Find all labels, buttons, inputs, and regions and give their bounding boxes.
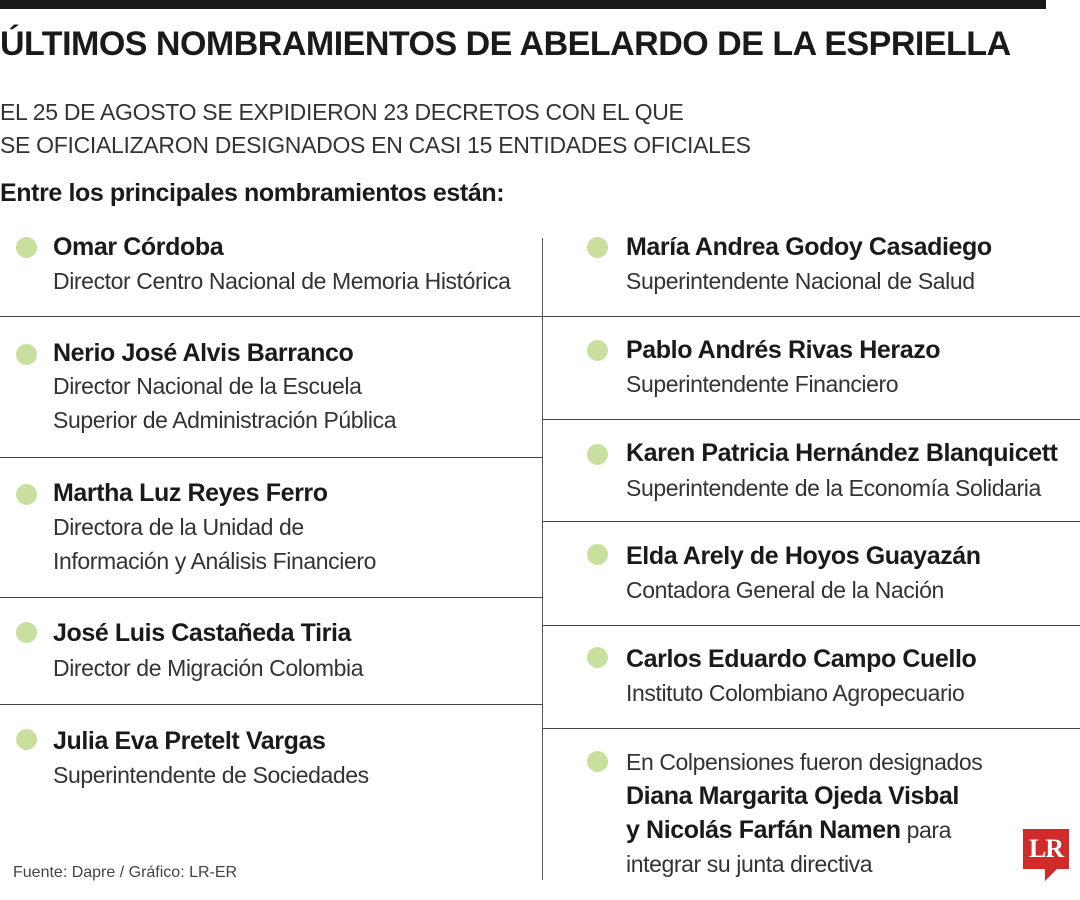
row-divider (0, 704, 543, 705)
row-divider (0, 457, 543, 458)
appointee-name: Pablo Andrés Rivas Herazo (626, 336, 941, 364)
appointee-role: Directora de la Unidad de Información y Análisis Financiero (53, 514, 377, 574)
row-divider (543, 728, 1080, 729)
appointee-role: Director Centro Nacional de Memoria Histórica (53, 268, 511, 294)
bullet-dot (16, 344, 37, 365)
appointee-name: y Nicolás Farfán Namen (626, 816, 901, 844)
row-divider (0, 316, 543, 317)
row-divider (0, 597, 543, 598)
subtitle-line: SE OFICIALIZARON DESIGNADOS EN CASI 15 ENTIDADES OFICIALES (0, 132, 751, 158)
column-divider (542, 238, 543, 880)
bullet-dot (587, 340, 608, 361)
appointee-role: Contadora General de la Nación (626, 577, 944, 603)
appointee-name: María Andrea Godoy Casadiego (626, 233, 992, 261)
appointee-name: José Luis Castañeda Tiria (53, 619, 351, 647)
appointee-name: Omar Córdoba (53, 233, 224, 261)
row-divider (543, 625, 1080, 626)
appointee-name: Nerio José Alvis Barranco (53, 339, 354, 367)
row-divider (543, 419, 1080, 420)
bullet-dot (587, 237, 608, 258)
bullet-dot (587, 751, 608, 772)
appointee-role: Instituto Colombiano Agropecuario (626, 680, 965, 706)
source-credit: Fuente: Dapre / Gráfico: LR-ER (13, 864, 238, 881)
appointee-name: Carlos Eduardo Campo Cuello (626, 645, 977, 673)
lr-logo: LR (1023, 829, 1069, 869)
appointee-role: Director de Migración Colombia (53, 655, 364, 681)
appointee-name: Elda Arely de Hoyos Guayazán (626, 542, 981, 570)
colpensiones-text: En Colpensiones fueron designados Diana Margarita Ojeda Visbal y Nicolás Farfán Namen para integrar su junta directiva (626, 749, 983, 877)
bullet-dot (16, 237, 37, 258)
lead-text: Entre los principales nombramientos están: (0, 179, 505, 207)
lr-logo-tail (1045, 869, 1057, 881)
row-divider (543, 316, 1080, 317)
bullet-dot (16, 729, 37, 750)
subtitle-line: EL 25 DE AGOSTO SE EXPIDIERON 23 DECRETOS CON EL QUE (0, 99, 684, 125)
appointee-name: Julia Eva Pretelt Vargas (53, 727, 326, 755)
bullet-dot (16, 622, 37, 643)
appointee-role: Superintendente de la Economía Solidaria (626, 475, 1041, 501)
bullet-dot (16, 484, 37, 505)
subtitle (0, 96, 751, 162)
appointee-name: Diana Margarita Ojeda Visbal (626, 782, 959, 810)
bullet-dot (587, 544, 608, 565)
row-divider (543, 521, 1080, 522)
bullet-dot (587, 444, 608, 465)
top-bar (0, 0, 1046, 9)
page-title: ÚLTIMOS NOMBRAMIENTOS DE ABELARDO DE LA ESPRIELLA (0, 25, 1011, 63)
appointee-name: Martha Luz Reyes Ferro (53, 479, 328, 507)
appointee-role: Superintendente Nacional de Salud (626, 268, 975, 294)
appointee-role: Director Nacional de la Escuela Superior de Administración Pública (53, 373, 397, 433)
appointee-role: Superintendente de Sociedades (53, 762, 369, 788)
bullet-dot (587, 647, 608, 668)
appointee-role: Superintendente Financiero (626, 371, 899, 397)
appointee-name: Karen Patricia Hernández Blanquicett (626, 439, 1058, 467)
